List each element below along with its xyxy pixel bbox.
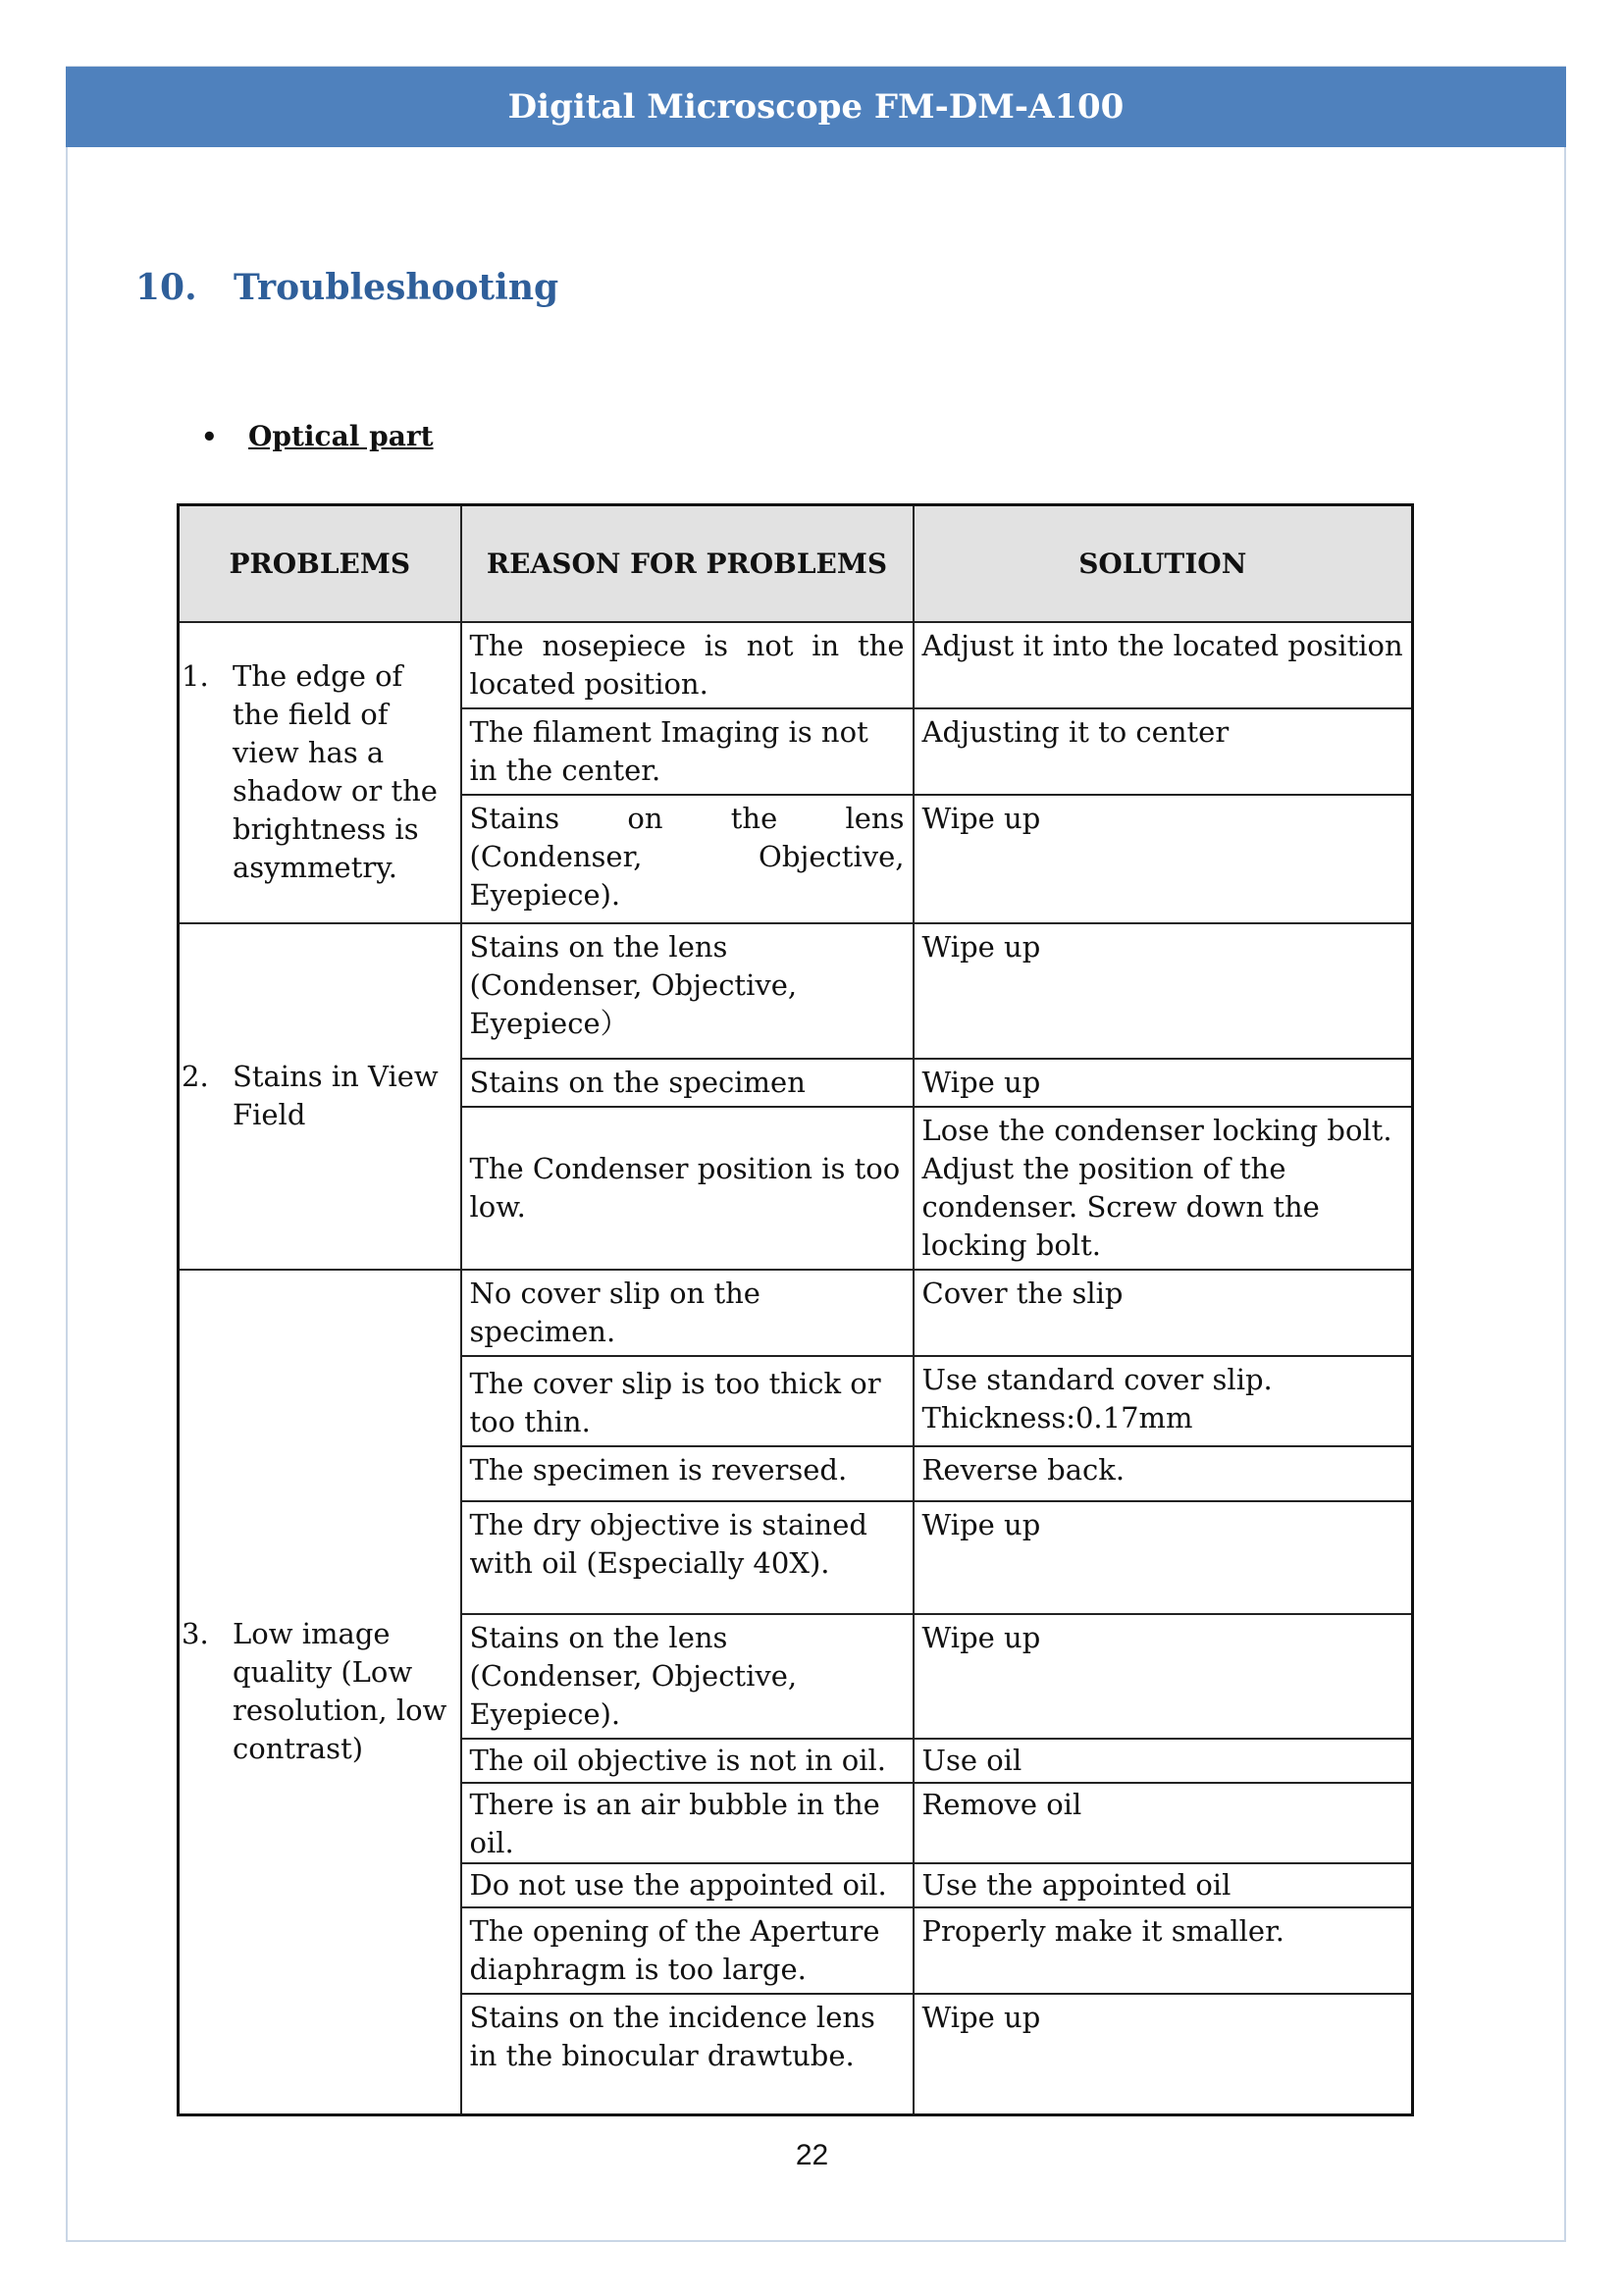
document-header (66, 67, 1566, 147)
problem-cell (179, 923, 461, 1270)
reason-cell: Stains on the specimen (461, 1059, 914, 1107)
reason-cell: The filament Imaging is not in the center. (461, 708, 914, 795)
reason-cell: The opening of the Aperture diaphragm is too large. (461, 1907, 914, 1994)
solution-cell: Cover the slip (914, 1270, 1413, 1356)
header-reasons: REASON FOR PROBLEMS (461, 505, 914, 622)
solution-cell: Use oil (914, 1739, 1413, 1783)
subsection-heading (201, 420, 434, 452)
reason-cell: Stains on the incidence lens in the binocular drawtube. (461, 1994, 914, 2115)
problem-number: 3. (182, 1617, 209, 1651)
reason-cell: Stains on the lens (Condenser, Objective, Eyepiece). (461, 1614, 914, 1739)
solution-cell: Wipe up (914, 1994, 1413, 2115)
reason-cell: The nosepiece is not in the located position. (461, 622, 914, 708)
solution-cell: Remove oil (914, 1783, 1413, 1863)
problem-number: 1. (182, 659, 209, 693)
header-problems: PROBLEMS (179, 505, 461, 622)
solution-cell: Properly make it smaller. (914, 1907, 1413, 1994)
reason-cell: The oil objective is not in oil. (461, 1739, 914, 1783)
solution-cell: Use the appointed oil (914, 1863, 1413, 1907)
reason-cell: The cover slip is too thick or too thin. (461, 1356, 914, 1446)
document-title: Digital Microscope FM-DM-A100 (507, 87, 1125, 127)
table-row (179, 622, 1413, 708)
reason-cell: The Condenser position is too low. (461, 1107, 914, 1270)
problem-number: 2. (182, 1060, 209, 1093)
solution-cell: Use standard cover slip. Thickness:0.17mm (914, 1356, 1413, 1446)
reason-cell: Stains on the lens (Condenser, Objective, Eyepiece). (461, 795, 914, 923)
solution-cell: Lose the condenser locking bolt. Adjust the position of the condenser. Screw down the locking bolt. (914, 1107, 1413, 1270)
reason-cell: The dry objective is stained with oil (Especially 40X). (461, 1501, 914, 1614)
table-header-row (179, 505, 1413, 622)
reason-cell: The specimen is reversed. (461, 1446, 914, 1501)
problem-text: The edge of the field of view has a shadow or the brightness is asymmetry. (233, 659, 438, 884)
solution-cell: Wipe up (914, 1614, 1413, 1739)
solution-cell: Adjust it into the located position (914, 622, 1413, 708)
problem-text: Low image quality (Low resolution, low contrast) (233, 1617, 447, 1766)
reason-cell: There is an air bubble in the oil. (461, 1783, 914, 1863)
section-number: 10. (135, 267, 197, 308)
problem-cell (179, 1270, 461, 2115)
section-heading (135, 267, 558, 308)
solution-cell: Wipe up (914, 1501, 1413, 1614)
reason-cell: Do not use the appointed oil. (461, 1863, 914, 1907)
reason-cell: Stains on the lens (Condenser, Objective, Eyepiece） (461, 923, 914, 1059)
reason-cell: No cover slip on the specimen. (461, 1270, 914, 1356)
problem-text: Stains in View Field (233, 1060, 439, 1131)
section-title: Troubleshooting (234, 267, 559, 308)
solution-cell: Adjusting it to center (914, 708, 1413, 795)
solution-cell: Wipe up (914, 1059, 1413, 1107)
bullet-icon: • (201, 423, 218, 452)
problem-cell (179, 622, 461, 923)
solution-cell: Wipe up (914, 923, 1413, 1059)
troubleshooting-table (177, 503, 1414, 2116)
page-number: 22 (795, 2139, 829, 2171)
table-row (179, 923, 1413, 1059)
header-solution: SOLUTION (914, 505, 1413, 622)
table-row (179, 1270, 1413, 1356)
subsection-title: Optical part (248, 420, 434, 452)
solution-cell: Wipe up (914, 795, 1413, 923)
solution-cell: Reverse back. (914, 1446, 1413, 1501)
